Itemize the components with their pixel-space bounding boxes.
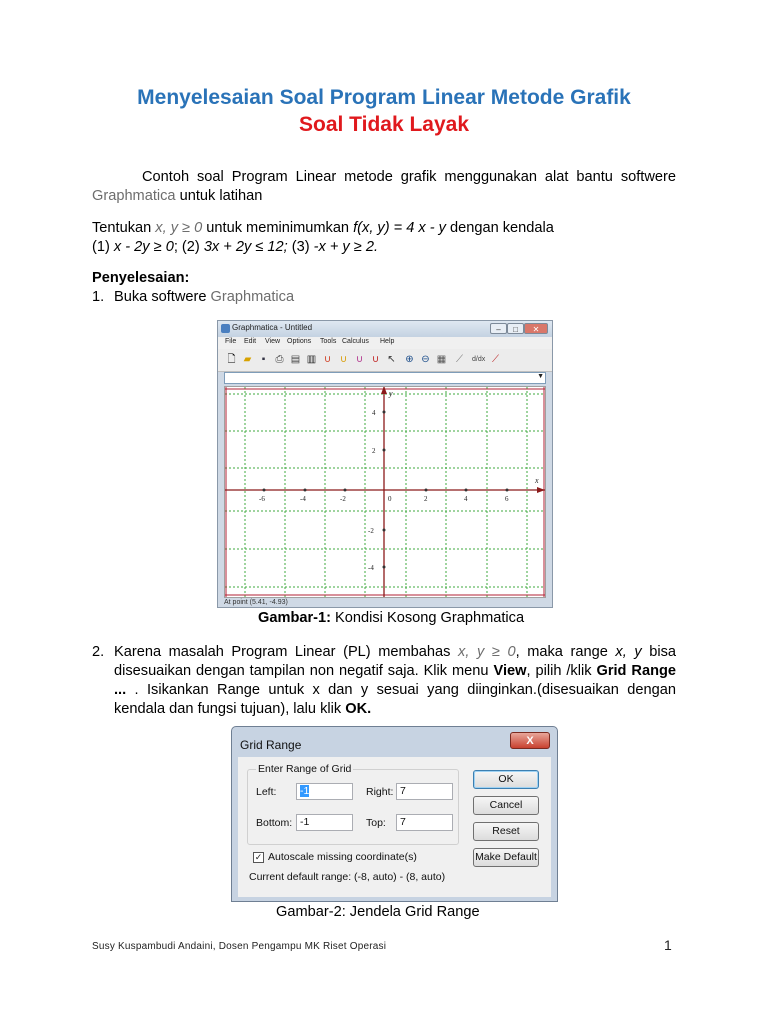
y-axis-label: y bbox=[389, 389, 393, 398]
caption-1-label: Gambar-1: bbox=[258, 610, 331, 626]
step-1 bbox=[92, 288, 294, 307]
constraint-3: -x + y ≥ 2. bbox=[313, 239, 379, 255]
menu-calculus[interactable]: Calculus bbox=[342, 338, 369, 345]
zoom-out-icon[interactable]: ⊖ bbox=[421, 354, 430, 365]
x-tick-label: 2 bbox=[424, 495, 428, 503]
solution-heading: Penyelesaian: bbox=[92, 270, 190, 286]
top-label: Top: bbox=[366, 817, 386, 829]
save-icon[interactable]: ▪ bbox=[261, 354, 266, 365]
curve4-icon[interactable]: ∪ bbox=[371, 354, 380, 365]
y-tick-label: -4 bbox=[368, 564, 374, 572]
graph-svg bbox=[225, 387, 545, 597]
range-group bbox=[247, 769, 459, 845]
step-2-part: , maka range bbox=[515, 644, 616, 660]
zoom-in-icon[interactable]: ⊕ bbox=[405, 354, 414, 365]
step-2-part: Karena masalah Program Linear (PL) membahas bbox=[114, 644, 459, 660]
problem-text: Tentukan bbox=[92, 220, 156, 236]
reset-button[interactable]: Reset bbox=[473, 822, 539, 841]
bottom-input[interactable]: -1 bbox=[296, 814, 353, 831]
constraint-number: (1) bbox=[92, 239, 114, 255]
y-axis-arrow bbox=[381, 387, 387, 394]
close-icon[interactable]: ✕ bbox=[524, 323, 548, 334]
x-tick-label: 4 bbox=[464, 495, 468, 503]
constraint-sep: ; (2) bbox=[173, 239, 204, 255]
step-2-grid-range: Grid Range ... bbox=[114, 663, 677, 698]
menu-help[interactable]: Help bbox=[380, 338, 395, 345]
constraint-1: x - 2y ≥ 0 bbox=[113, 239, 174, 255]
graph-plot-area[interactable] bbox=[224, 386, 546, 598]
dialog-body bbox=[238, 757, 551, 897]
step-2-number: 2. bbox=[92, 644, 105, 660]
caption-2: Gambar-2: Jendela Grid Range bbox=[276, 904, 480, 920]
x-axis-label: x bbox=[535, 476, 539, 485]
x-tick-label: -6 bbox=[259, 495, 265, 503]
graphmatica-menubar bbox=[218, 337, 552, 349]
caption-1-text: Kondisi Kosong Graphmatica bbox=[331, 610, 525, 626]
copy-icon[interactable]: ▤ bbox=[290, 354, 301, 365]
equation-input[interactable] bbox=[224, 372, 546, 384]
line-icon[interactable]: ⟋ bbox=[492, 354, 499, 365]
problem-statement bbox=[92, 219, 692, 257]
footer-author: Susy Kuspambudi Andaini, Dosen Pengampu MK Riset Operasi bbox=[92, 941, 387, 952]
left-input-value: -1 bbox=[300, 785, 310, 797]
graphmatica-window bbox=[217, 320, 553, 608]
dialog-close-button[interactable]: X bbox=[510, 732, 550, 749]
graphmatica-titlebar bbox=[218, 321, 552, 337]
menu-view[interactable]: View bbox=[265, 338, 281, 345]
left-input[interactable] bbox=[296, 783, 353, 800]
y-tick-label: 2 bbox=[372, 447, 376, 455]
x-tick-label: -2 bbox=[340, 495, 346, 503]
problem-text: dengan kendala bbox=[445, 220, 554, 236]
tick-labels bbox=[259, 389, 539, 572]
right-label: Right: bbox=[366, 786, 394, 798]
autoscale-checkbox[interactable]: ✓ bbox=[254, 852, 263, 862]
curve-icon[interactable]: ∪ bbox=[323, 354, 332, 365]
step-2-text bbox=[114, 643, 676, 719]
right-input[interactable]: 7 bbox=[396, 783, 453, 800]
menu-options[interactable]: Options bbox=[287, 338, 312, 345]
intro-paragraph bbox=[92, 168, 676, 206]
intro-line2-rest: untuk latihan bbox=[175, 188, 263, 204]
problem-text: untuk meminimumkan bbox=[202, 220, 354, 236]
graphmatica-window-title: Graphmatica - Untitled bbox=[232, 323, 313, 332]
graphmatica-app-icon bbox=[221, 324, 230, 333]
minimize-icon[interactable]: – bbox=[490, 323, 507, 334]
grid-range-dialog bbox=[231, 726, 558, 902]
range-group-label: Enter Range of Grid bbox=[258, 763, 352, 775]
page-number: 1 bbox=[664, 937, 672, 953]
dialog-title: Grid Range bbox=[240, 738, 302, 752]
objective-function: f(x, y) = 4 x - y bbox=[353, 220, 446, 236]
open-icon[interactable]: ▰ bbox=[243, 354, 252, 365]
problem-vars: x, y ≥ 0 bbox=[155, 220, 203, 236]
graphmatica-toolbar bbox=[218, 349, 552, 372]
maximize-icon[interactable]: □ bbox=[507, 323, 524, 334]
top-input[interactable]: 7 bbox=[396, 814, 453, 831]
autoscale-label: Autoscale missing coordinate(s) bbox=[268, 851, 417, 863]
step-1-text: Buka softwere bbox=[114, 289, 211, 305]
film-icon[interactable]: ▥ bbox=[306, 354, 317, 365]
step-2-part: . Isikankan Range untuk x dan y sesuai yang diinginkan.(disesuaikan dengan kendala dan fungsi tujuan), lalu klik bbox=[114, 682, 676, 717]
constraint-2: 3x + 2y ≤ 12; bbox=[203, 239, 288, 255]
y-tick-label: 4 bbox=[372, 409, 376, 417]
step-2-xy: x, y bbox=[615, 644, 642, 660]
curve3-icon[interactable]: ∪ bbox=[355, 354, 364, 365]
step-1-app: Graphmatica bbox=[210, 289, 295, 305]
step-1-number: 1. bbox=[92, 289, 105, 305]
page-subtitle: Soal Tidak Layak bbox=[298, 113, 470, 136]
derivative-icon[interactable]: d/dx bbox=[472, 356, 486, 363]
step-2-part: , pilih /klik bbox=[526, 663, 597, 679]
constraint-sep: (3) bbox=[287, 239, 314, 255]
grid-icon[interactable]: ▦ bbox=[436, 354, 447, 365]
problem-line1 bbox=[92, 219, 692, 238]
status-bar: At point (5.41, -4.93) bbox=[224, 599, 288, 606]
cancel-button[interactable]: Cancel bbox=[473, 796, 539, 815]
x-tick-label: 6 bbox=[505, 495, 509, 503]
chevron-down-icon[interactable]: ▼ bbox=[537, 373, 544, 380]
major-grid bbox=[225, 387, 545, 597]
axes bbox=[225, 387, 545, 597]
problem-line2 bbox=[92, 238, 692, 257]
menu-edit[interactable]: Edit bbox=[244, 338, 257, 345]
menu-file[interactable]: File bbox=[225, 338, 237, 345]
tangent-icon[interactable]: ⟋ bbox=[456, 354, 463, 365]
ok-button[interactable]: OK bbox=[473, 770, 539, 789]
minor-grid bbox=[225, 387, 545, 597]
step-2-view-menu: View bbox=[493, 663, 527, 679]
page-title: Menyelesaian Soal Program Linear Metode Grafik bbox=[137, 86, 631, 109]
step-2-part: bisa disesuaikan dengan tampilan non negatif saja. Klik menu bbox=[114, 644, 676, 679]
make-default-button[interactable]: Make Default bbox=[473, 848, 539, 867]
bottom-label: Bottom: bbox=[256, 817, 293, 829]
intro-app-name: Graphmatica bbox=[92, 188, 176, 204]
new-icon[interactable]: 🗋 bbox=[227, 354, 236, 365]
x-tick-label: 0 bbox=[388, 495, 392, 503]
intro-line1: Contoh soal Program Linear metode grafik menggunakan alat bantu softwere bbox=[142, 169, 676, 185]
left-label: Left: bbox=[256, 786, 277, 798]
caption-1 bbox=[258, 609, 524, 628]
x-tick-label: -4 bbox=[300, 495, 306, 503]
step-2-vars: x, y ≥ 0 bbox=[458, 644, 516, 660]
menu-tools[interactable]: Tools bbox=[320, 338, 337, 345]
step-2-ok: OK. bbox=[345, 701, 372, 717]
point-icon[interactable]: ↖ bbox=[387, 354, 396, 365]
y-tick-label: -2 bbox=[368, 527, 374, 535]
print-icon[interactable]: ⎙ bbox=[275, 354, 284, 365]
default-range-text: Current default range: (-8, auto) - (8, auto) bbox=[249, 871, 446, 883]
curve2-icon[interactable]: ∪ bbox=[339, 354, 348, 365]
